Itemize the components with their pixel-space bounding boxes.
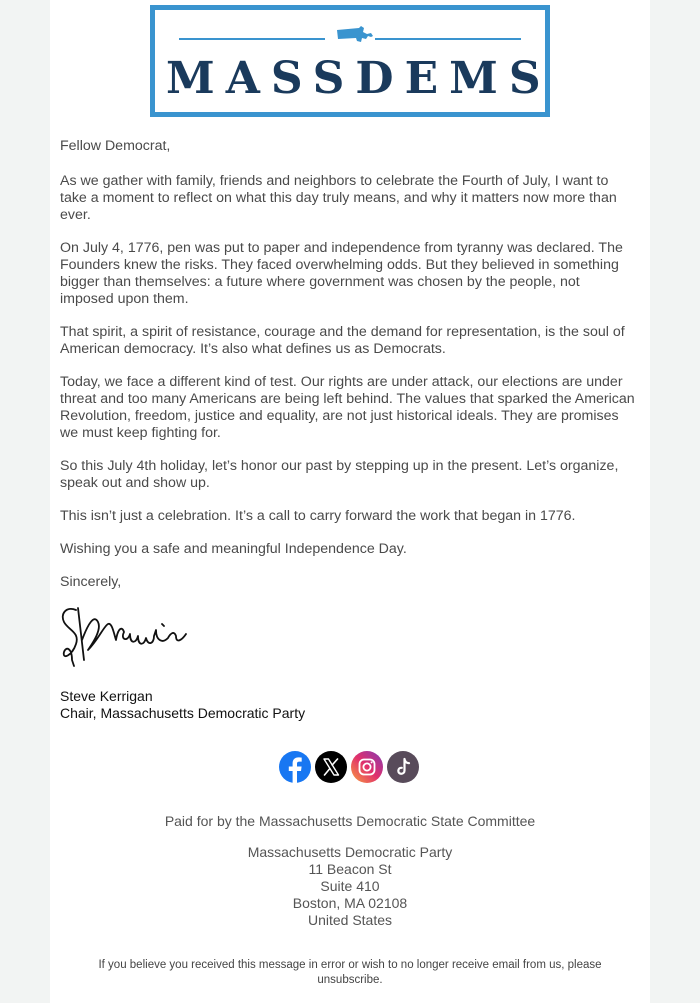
x-icon[interactable] [315,751,347,783]
instagram-icon[interactable] [351,751,383,783]
address-city: Boston, MA 02108 [292,895,408,911]
address-org: Massachusetts Democratic Party [247,844,453,860]
unsubscribe-text: If you believe you received this message in error or wish to no longer receive email from us, please [98,959,602,971]
paragraph: As we gather with family, friends and neighbors to celebrate the Fourth of July, I want to take a moment to reflect on what this day truly means, and why it matters now more than ever. [60,173,617,223]
logo-wordmark: MASSDEMS [166,53,552,104]
address-suite: Suite 410 [320,878,380,894]
massachusetts-state-icon [335,24,375,48]
letter-body [60,138,635,607]
mailing-address [50,844,650,929]
massdems-logo[interactable] [150,5,550,117]
logo-rule-right [375,38,521,40]
signer-block [60,688,460,722]
logo-rule-left [179,38,325,40]
unsubscribe-link[interactable]: unsubscribe. [317,974,383,986]
paragraph: On July 4, 1776, pen was put to paper and independence from tyranny was declared. The Founders knew the risks. They faced overwhelming odds. But they believed in something bigger than themselves: a future where government was chosen by the people, not imposed upon them. [60,240,623,307]
greeting: Fellow Democrat, [60,138,171,154]
paragraph: That spirit, a spirit of resistance, courage and the demand for representation, is the soul of American democracy. It’s also what defines us as Democrats. [60,324,625,357]
address-country: United States [307,912,393,928]
paragraph: This isn’t just a celebration. It’s a call to carry forward the work that began in 1776. [60,508,576,524]
paragraph: So this July 4th holiday, let’s honor our past by stepping up in the present. Let’s organize, speak out and show up. [60,458,619,491]
paragraph: Today, we face a different kind of test. Our rights are under attack, our elections are under threat and too many Americans are being left behind. The values that sparked the American Revolution, freedom, justice and equality, are not just historical ideals. They are promises we must keep fighting for. [60,374,635,441]
signer-title: Chair, Massachusetts Democratic Party [60,705,306,721]
email-body [50,0,650,1003]
tiktok-icon[interactable] [387,751,419,783]
facebook-icon[interactable] [279,751,311,783]
paragraph: Wishing you a safe and meaningful Independence Day. [60,541,407,557]
closing: Sincerely, [60,574,122,590]
social-links [279,751,419,784]
signer-name: Steve Kerrigan [60,688,153,704]
handwritten-signature [58,600,208,672]
address-street: 11 Beacon St [308,861,392,877]
paid-for-disclaimer: Paid for by the Massachusetts Democratic State Committee [164,813,536,829]
unsubscribe-notice [80,958,620,988]
